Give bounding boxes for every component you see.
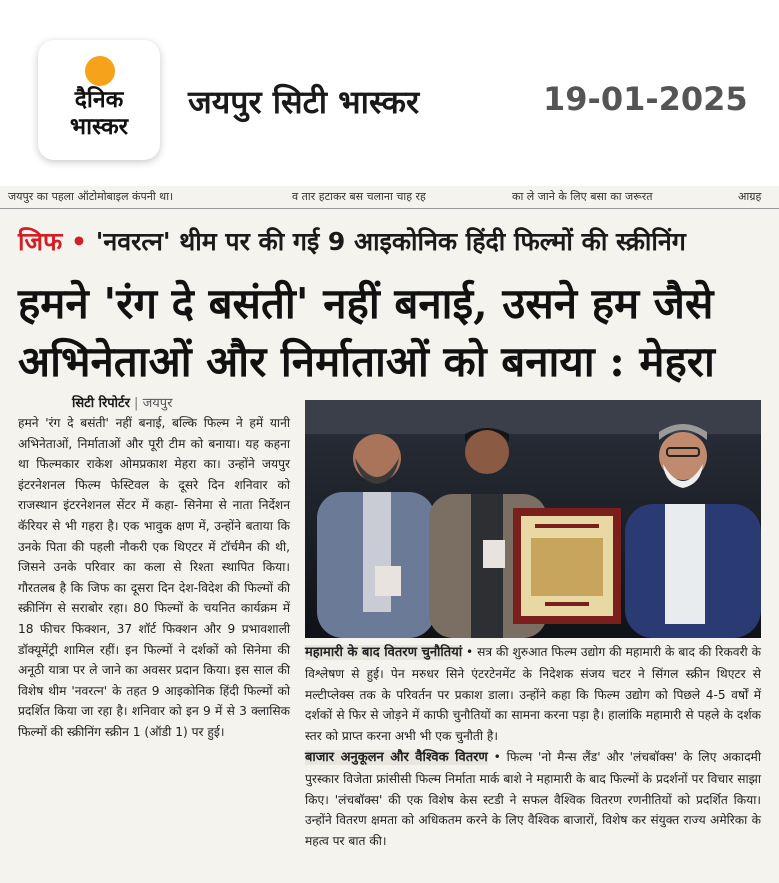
cut-previous-article-line bbox=[0, 186, 779, 209]
kicker bbox=[18, 224, 686, 258]
kicker-text: 'नवरत्न' थीम पर की गई 9 आइकोनिक हिंदी फिल्मों की स्क्रीनिंग bbox=[95, 227, 686, 256]
newspaper-clipping bbox=[0, 186, 779, 883]
byline-author: सिटी रिपोर्टर bbox=[72, 396, 130, 411]
award-presentation-photo bbox=[305, 400, 761, 638]
subheading-bullet-1: • bbox=[462, 645, 478, 659]
edition-date: 19-01-2025 bbox=[543, 80, 748, 118]
cut-text-2: व तार हटाकर बस चलाना चाह रह bbox=[292, 190, 426, 203]
cut-text-4: आग्रह bbox=[738, 190, 762, 203]
headline-line-1: हमने 'रंग दे बसंती' नहीं बनाई, उसने हम जैसे bbox=[18, 279, 714, 328]
logo-wordmark-line1: दैनिक bbox=[74, 87, 124, 113]
cut-text-3: का ले जाने के लिए बसा का जरूरत bbox=[512, 190, 653, 203]
dainik-bhaskar-logo[interactable] bbox=[38, 40, 160, 160]
headline-line-2: अभिनेताओं और निर्माताओं को बनाया : मेहरा bbox=[18, 337, 715, 386]
edition-title: जयपुर सिटी भास्कर bbox=[188, 83, 420, 121]
kicker-tag: जिफ bbox=[18, 227, 63, 256]
app-header bbox=[0, 0, 779, 180]
byline-city: जयपुर bbox=[142, 396, 173, 411]
article-body-right bbox=[305, 642, 761, 852]
logo-wordmark-line2: भास्कर bbox=[69, 114, 129, 140]
event-photo bbox=[305, 400, 761, 638]
cut-text-1: जयपुर का पहला ऑटोमोबाइल कंपनी था। bbox=[8, 190, 174, 203]
kicker-bullet: • bbox=[62, 227, 96, 256]
article-body-left: हमने 'रंग दे बसंती' नहीं बनाई, बल्कि फिल्म ने हमें यानी अभिनेताओं, निर्माताओं और पूरी टीम को बनाया। यह कहना था फिल्मकार राकेश ओमप्रकाश मेहरा का। उन्होंने जयपुर इंटरनेशनल फिल्म फेस्टिवल के दूसरे दिन शनिवार को राजस्थान इंटरनेशनल सेंटर में कहा- सिनेमा से नाता निर्देशन कॅरियर से भी गहरा है। एक भावुक क्षण में, उन्होंने बताया कि उनके पिता की पहली नौकरी एक थिएटर में टॉर्चमैन की थी, जिसने उनके परिवार का कला से रिश्ता स्थापित किया। गौरतलब है कि जिफ का दूसरा दिन देश-विदेश की फिल्मों की स्क्रीनिंग से सराबोर रहा। 80 फिल्मों के चयनित कार्यक्रम में 18 फीचर फिक्शन, 37 शॉर्ट फिक्शन और 9 प्रभावशाली डॉक्यूमेंट्री शामिल रहीं। इन फिल्मों ने दर्शकों को सिनेमा की अनूठी यात्रा पर ले जाने का अवसर प्रदान किया। इस साल की विशेष थीम 'नवरत्न' के तहत 9 आइकोनिक हिंदी फिल्मों को प्रदर्शित किया जा रहा है। शनिवार को इन 9 में से 3 क्लासिक फिल्मों की स्क्रीनिंग स्क्रीन 1 (ऑडी 1) पर हुई। bbox=[18, 416, 290, 739]
byline bbox=[72, 393, 172, 411]
section1-body: सत्र की शुरुआत फिल्म उद्योग की महामारी के बाद की रिकवरी के विश्लेषण से हुई। पेन मरुधर सिने एंटरटेनमेंट के निदेशक संजय चटर ने सिंगल स्क्रीन थिएटर से मल्टीप्लेक्स तक के परिवर्तन पर प्रकाश डाला। उन्होंने कहा कि फिल्म उद्योग को पिछले 4-5 वर्षों में दर्शकों से फिर से जोड़ने में काफी चुनौतियों का सामना करना पड़ा है। हालांकि महामारी से पहले के दर्शक स्तर को प्राप्त करना अभी भी एक चुनौती है। bbox=[305, 645, 762, 744]
subheading-bullet-2: • bbox=[487, 749, 507, 764]
byline-separator: | bbox=[129, 396, 143, 411]
sun-icon bbox=[85, 56, 115, 86]
section2-body: फिल्म 'नो मैन्स लैंड' और 'लंचबॉक्स' के लिए अकादमी पुरस्कार विजेता फ्रांसीसी फिल्म निर्माता मार्क बाशे ने महामारी के बाद फिल्मों के प्रदर्शनों पर विचार साझा किए। 'लंचबॉक्स' की एक विशेष केस स्टडी ने सफल वैश्विक वितरण रणनीतियों को प्रदर्शित किया। उन्होंने वितरण क्षमता को अधिकतम करने के लिए वैश्विक बाजारों, विशेष कर संयुक्त राज्य अमेरिका के महत्व पर बात की। bbox=[305, 749, 761, 849]
subheading-distribution-challenges: महामारी के बाद वितरण चुनौतियां bbox=[305, 645, 463, 660]
award-plaque bbox=[513, 508, 621, 624]
subheading-market-adaptation: बाजार अनुकूलन और वैश्विक वितरण bbox=[305, 749, 488, 765]
